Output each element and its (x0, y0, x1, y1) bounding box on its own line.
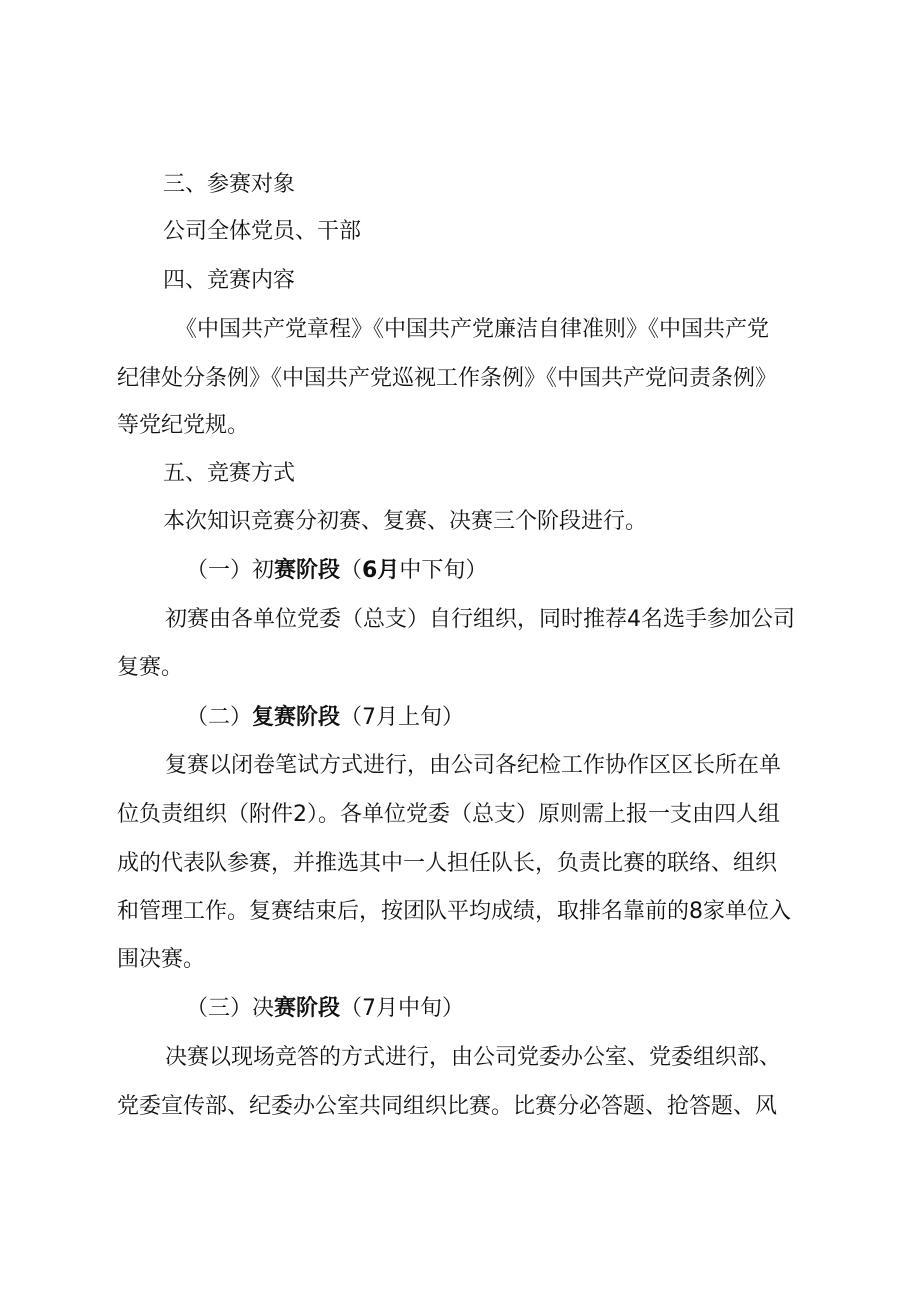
paragraph-final-line-2: 党委宣传部、纪委办公室共同组织比赛。比赛分必答题、抢答题、风 (117, 1094, 778, 1119)
paragraph-participants: 公司全体党员、干部 (163, 219, 362, 244)
paragraph-content-line-2: 纪律处分条例》《中国共产党巡视工作条例》《中国共产党问责条例》 (117, 366, 778, 391)
paragraph-semifinal-line-5: 围决赛。 (117, 947, 206, 972)
section-heading-participants: 三、参赛对象 (163, 172, 296, 197)
paragraph-semifinal-line-4: 和管理工作。复赛结束后，按团队平均成绩，取排名靠前的8家单位入 (117, 899, 791, 924)
paragraph-semifinal-line-2: 位负责组织（附件2）。各单位党委（总支）原则需上报一支由四人组 (117, 802, 780, 827)
paragraph-content-line-3: 等党纪党规。 (117, 413, 250, 438)
paragraph-method: 本次知识竞赛分初赛、复赛、决赛三个阶段进行。 (163, 509, 648, 534)
subheading-preliminary (186, 556, 487, 586)
paragraph-preliminary-line-1: 初赛由各单位党委（总支）自行组织，同时推荐4名选手参加公司 (165, 607, 795, 632)
paragraph-preliminary-line-2: 复赛。 (117, 655, 184, 680)
subheading-semifinal (186, 703, 464, 733)
subheading-preliminary-rest: 中下旬） (399, 558, 488, 583)
section-heading-method: 五、竞赛方式 (163, 461, 296, 486)
subheading-final-rest: （7月中旬） (340, 996, 465, 1021)
paragraph-content-line-1: 《中国共产党章程》《中国共产党廉洁自律准则》《中国共产党 (175, 317, 770, 342)
paragraph-final-line-1: 决赛以现场竞答的方式进行，由公司党委办公室、党委组织部、 (165, 1045, 782, 1070)
subheading-preliminary-month: 6月 (362, 558, 400, 583)
subheading-final-prefix: （三）决 (186, 996, 275, 1021)
subheading-final (186, 994, 464, 1024)
subheading-final-bold: 赛阶段 (274, 996, 341, 1021)
subheading-preliminary-bold: 赛阶段 (274, 558, 341, 583)
paragraph-semifinal-line-3: 成的代表队参赛，并推选其中一人担任队长，负责比赛的联络、组织 (117, 851, 778, 876)
subheading-semifinal-rest: （7月上旬） (340, 705, 465, 730)
paragraph-semifinal-line-1: 复赛以闭卷笔试方式进行，由公司各纪检工作协作区区长所在单 (165, 753, 782, 778)
subheading-preliminary-paren: （ (340, 558, 363, 583)
section-heading-content: 四、竞赛内容 (163, 268, 296, 293)
subheading-preliminary-prefix: （一）初 (186, 558, 275, 583)
subheading-semifinal-prefix: （二） (186, 705, 253, 730)
subheading-semifinal-bold: 复赛阶段 (252, 705, 341, 730)
